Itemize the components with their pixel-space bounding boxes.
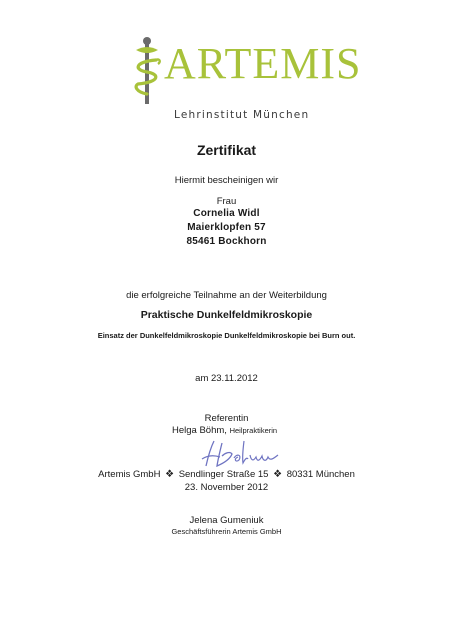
caduceus-icon	[130, 36, 164, 106]
referee-line	[172, 425, 277, 436]
logo-subtitle: Lehrinstitut München	[174, 109, 310, 121]
recipient-street: Maierklopfen 57	[187, 222, 266, 233]
diamond-separator-icon: ❖	[165, 469, 175, 480]
participation-text: die erfolgreiche Teilnahme an der Weiterbildung	[126, 290, 327, 301]
recipient-salutation: Frau	[216, 196, 237, 207]
logo-wordmark: ARTEMIS	[164, 39, 362, 88]
signature	[200, 437, 282, 469]
recipient-name: Cornelia Widl	[193, 208, 260, 219]
issued-date: 23. November 2012	[184, 482, 269, 493]
diamond-separator-icon: ❖	[273, 469, 283, 480]
page-title: Zertifikat	[196, 142, 257, 158]
manager-role: Geschäftsführerin Artemis GmbH	[171, 527, 282, 536]
course-date: am 23.11.2012	[195, 373, 258, 384]
referee-label: Referentin	[204, 413, 249, 424]
course-title: Praktische Dunkelfeldmikroskopie	[140, 309, 313, 321]
company-address	[0, 469, 453, 480]
company-street: Sendlinger Straße 15	[178, 469, 269, 480]
logo	[130, 36, 362, 121]
manager-name: Jelena Gumeniuk	[189, 515, 264, 526]
intro-text: Hiermit bescheinigen wir	[174, 175, 279, 186]
course-subtitle: Einsatz der Dunkelfeldmikroskopie Dunkelfeldmikroskopie bei Burn out.	[97, 331, 356, 340]
recipient-city: 85461 Bockhorn	[186, 236, 267, 247]
referee-role: Heilpraktikerin	[229, 426, 278, 435]
referee-name: Helga Böhm,	[172, 425, 227, 436]
company-city: 80331 München	[286, 469, 355, 480]
company-name: Artemis GmbH	[98, 469, 161, 480]
